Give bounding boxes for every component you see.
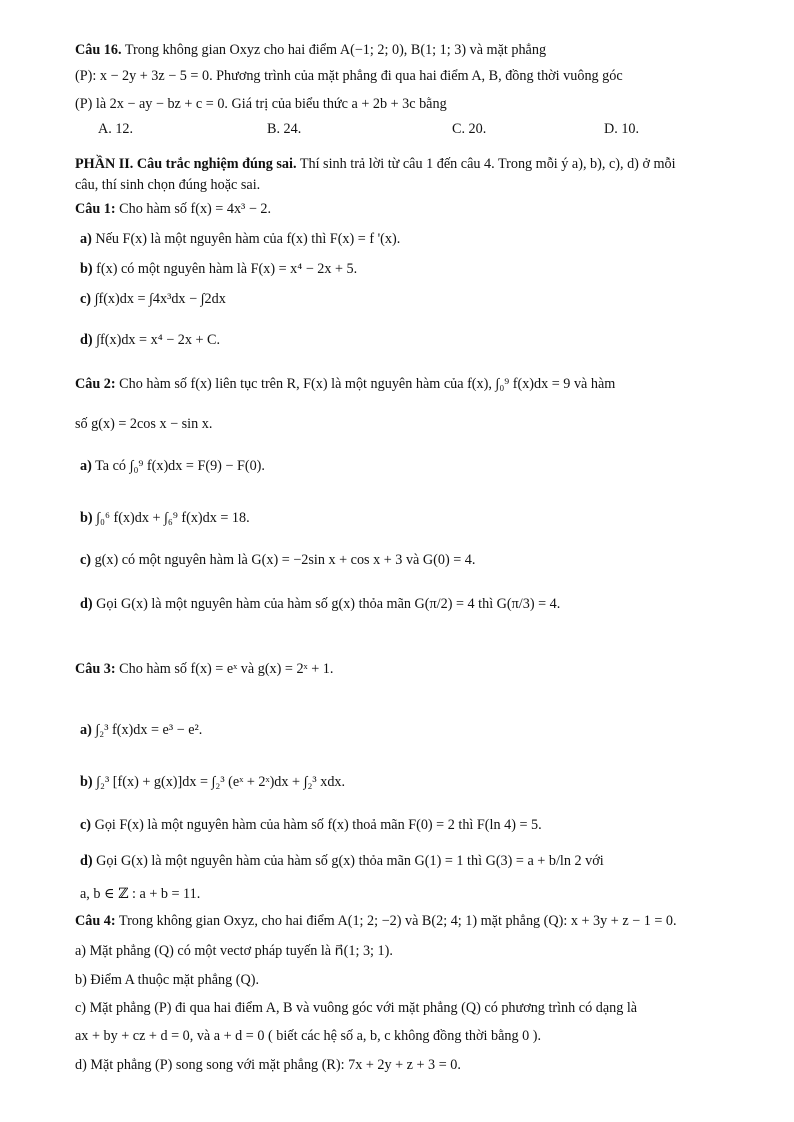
c3-item-a: a) ∫₂³ f(x)dx = e³ − e². — [80, 722, 203, 738]
c4-item-c: c) Mặt phẳng (P) đi qua hai điểm A, B và vuông góc với mặt phẳng (Q) có phương trình có dạng là — [75, 1000, 638, 1016]
c2-stem: Cho hàm số f(x) liên tục trên R, F(x) là một nguyên hàm của f(x), ∫₀⁹ f(x)dx = 9 và hàm — [119, 376, 616, 392]
c4-stem: Trong không gian Oxyz, cho hai điểm A(1; 2; −2) và B(2; 4; 1) mặt phẳng (Q): x + 3y + z − 1 = 0. — [118, 913, 677, 929]
q16-line-2: (P): x − 2y + 3z − 5 = 0. Phương trình của mặt phẳng đi qua hai điểm A, B, đồng thời vuông góc — [75, 68, 623, 84]
q16-option-d: D. 10. — [604, 121, 640, 137]
item-marker: d) — [80, 596, 93, 612]
item-marker: a) — [80, 458, 92, 474]
c1-stem-line — [75, 199, 758, 219]
item-marker: b) — [80, 774, 93, 790]
c3-item-d-cont: a, b ∈ ℤ : a + b = 11. — [80, 886, 201, 902]
c3-item-c: c) Gọi F(x) là một nguyên hàm của hàm số f(x) thoả mãn F(0) = 2 thì F(ln 4) = 5. — [80, 817, 542, 833]
item-marker: a) — [80, 231, 92, 247]
part2-text-1: Thí sinh trả lời từ câu 1 đến câu 4. Trong mỗi ý a), b), c), d) ở mỗi — [299, 156, 676, 172]
item-marker: b) — [80, 261, 93, 277]
c3-item-d: d) Gọi G(x) là một nguyên hàm của hàm số g(x) thỏa mãn G(1) = 1 thì G(3) = a + b/ln 2 với — [80, 853, 604, 869]
c1-item-c: c) ∫f(x)dx = ∫4x³dx − ∫2dx — [80, 291, 226, 307]
c4-item-a: a) Mặt phẳng (Q) có một vectơ pháp tuyến là n⃗(1; 3; 1). — [75, 943, 393, 959]
c2-stem-line — [75, 374, 758, 394]
c2-item-b: b) ∫₀⁶ f(x)dx + ∫₆⁹ f(x)dx = 18. — [80, 510, 250, 526]
item-marker: c) — [80, 817, 92, 833]
q16-label: Câu 16. — [75, 42, 122, 58]
c2-label: Câu 2: — [75, 376, 116, 392]
c2-item-c: c) g(x) có một nguyên hàm là G(x) = −2sin x + cos x + 3 và G(0) = 4. — [80, 552, 476, 568]
c3-stem-line — [75, 659, 758, 679]
c4-item-c-cont: ax + by + cz + d = 0, và a + d = 0 ( biết các hệ số a, b, c không đồng thời bằng 0 ). — [75, 1028, 542, 1044]
item-marker: d) — [80, 853, 93, 869]
q16-line-3: (P) là 2x − ay − bz + c = 0. Giá trị của biểu thức a + 2b + 3c bằng — [75, 96, 447, 112]
item-marker: d) — [80, 332, 93, 348]
c4-stem-line — [75, 911, 758, 931]
c1-item-a: a) Nếu F(x) là một nguyên hàm của f(x) thì F(x) = f '(x). — [80, 231, 401, 247]
c3-stem: Cho hàm số f(x) = eˣ và g(x) = 2ˣ + 1. — [119, 661, 334, 677]
part2-title: PHẦN II. Câu trắc nghiệm đúng sai. — [75, 156, 297, 172]
c1-label: Câu 1: — [75, 201, 116, 217]
q16-option-c: C. 20. — [452, 121, 487, 137]
item-marker: a) — [80, 722, 92, 738]
c3-label: Câu 3: — [75, 661, 116, 677]
q16-line-1 — [75, 40, 758, 60]
c1-stem: Cho hàm số f(x) = 4x³ − 2. — [119, 201, 272, 217]
c4-label: Câu 4: — [75, 913, 116, 929]
c3-item-b: b) ∫₂³ [f(x) + g(x)]dx = ∫₂³ (eˣ + 2ˣ)dx + ∫₂³ xdx. — [80, 774, 346, 790]
part2-line-1 — [75, 154, 758, 174]
part2-line-2: câu, thí sinh chọn đúng hoặc sai. — [75, 177, 261, 193]
c2-stem-2: số g(x) = 2cos x − sin x. — [75, 416, 213, 432]
c2-item-a: a) Ta có ∫₀⁹ f(x)dx = F(9) − F(0). — [80, 458, 265, 474]
item-marker: c) — [80, 552, 92, 568]
c4-item-d: d) Mặt phẳng (P) song song với mặt phẳng (R): 7x + 2y + z + 3 = 0. — [75, 1057, 461, 1073]
c2-item-d: d) Gọi G(x) là một nguyên hàm của hàm số g(x) thỏa mãn G(π/2) = 4 thì G(π/3) = 4. — [80, 596, 561, 612]
q16-option-b: B. 24. — [267, 121, 302, 137]
c4-item-b: b) Điểm A thuộc mặt phẳng (Q). — [75, 972, 260, 988]
item-marker: b) — [80, 510, 93, 526]
q16-option-a: A. 12. — [98, 121, 134, 137]
q16-text-1: Trong không gian Oxyz cho hai điểm A(−1; 2; 0), B(1; 1; 3) và mặt phẳng — [124, 42, 547, 58]
item-marker: c) — [80, 291, 92, 307]
c1-item-b: b) f(x) có một nguyên hàm là F(x) = x⁴ − 2x + 5. — [80, 261, 358, 277]
c1-item-d: d) ∫f(x)dx = x⁴ − 2x + C. — [80, 332, 221, 348]
